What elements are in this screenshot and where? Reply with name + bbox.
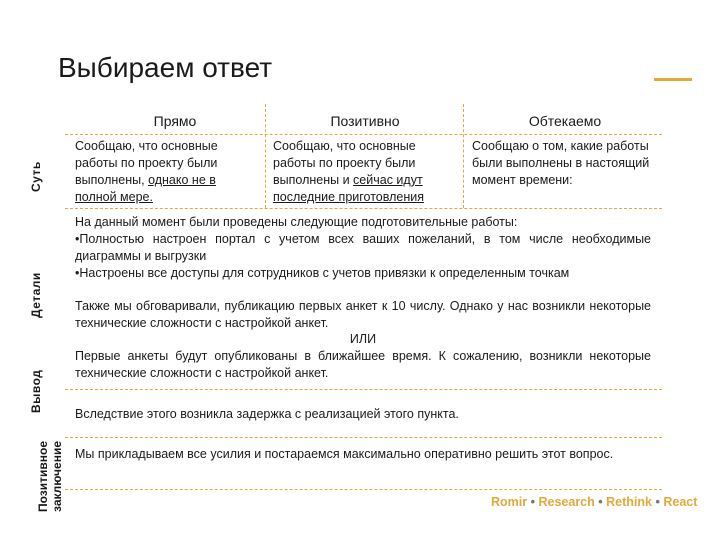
grid-line-conclusion xyxy=(65,437,662,438)
grid-vline-1 xyxy=(265,104,266,208)
footer-brand-romir: Romir xyxy=(491,495,528,509)
conclusion-para-1: Также мы обговаривали, публикацию первых анкет к 10 числу. Однако у нас возникли некоторые технические сложности с настройкой анкет. xyxy=(75,299,651,330)
grid-vline-2 xyxy=(463,104,464,208)
cell-sut-positive xyxy=(273,138,453,206)
row-label-sut: Суть xyxy=(29,161,43,192)
details-intro: На данный момент были проведены следующие подготовительные работы: xyxy=(75,215,518,229)
footer-brand-rethink: Rethink xyxy=(606,495,652,509)
row-label-vyvod: Вывод xyxy=(29,369,43,413)
cell-sut-direct xyxy=(75,138,255,206)
column-header-evasive: Обтекаемо xyxy=(528,113,602,129)
page-title: Выбираем ответ xyxy=(58,52,273,83)
footer-brand-research: Research xyxy=(538,495,595,509)
details-bullet-2: •Настроены все доступы для сотрудников с учетов привязки к определенным точкам xyxy=(75,266,570,280)
grid-line-sut xyxy=(65,208,662,209)
cell-sut-evasive: Сообщаю о том, какие работы были выполнены в настоящий момент времени: xyxy=(472,139,650,187)
positive-conclusion-text: Мы прикладываем все усилия и постараемся максимально оперативно решить этот вопрос. xyxy=(75,447,614,461)
conclusion-or: ИЛИ xyxy=(349,332,377,346)
row-label-conclusion-line1: Позитивное xyxy=(36,440,50,512)
grid-line-header xyxy=(65,134,662,135)
grid-line-bottom xyxy=(65,489,662,490)
row-label-positive-conclusion xyxy=(36,441,64,512)
column-header-positive: Позитивно xyxy=(330,113,400,129)
cell-sut-positive-underlined: сейчас идут последние приготовления xyxy=(273,173,425,204)
conclusion-para-2: Первые анкеты будут опубликованы в ближайшее время. К сожалению, возникли некоторые технические сложности с настройкой анкет. xyxy=(75,349,651,380)
cell-sut-direct-underlined: однако не в полной мере. xyxy=(75,173,216,204)
footer-separator: • xyxy=(530,495,535,509)
details-bullet-1: •Полностью настроен портал с учетом всех ваших пожеланий, в том числе необходимые диаграммы и выгрузки xyxy=(75,232,651,263)
conclusion-para-3: Вследствие этого возникла задержка с реализацией этого пункта. xyxy=(75,407,459,421)
title-accent-bar xyxy=(654,78,692,81)
cell-sut-positive-text: Сообщаю, что основные работы по проекту были выполнены и xyxy=(273,139,416,187)
grid-line-vyvod xyxy=(65,389,662,390)
footer-brand xyxy=(491,495,697,509)
footer-separator: • xyxy=(598,495,603,509)
footer-brand-react: React xyxy=(663,495,698,509)
cell-sut-direct-text: Сообщаю, что основные работы по проекту были выполнены, xyxy=(75,139,218,187)
column-header-direct: Прямо xyxy=(153,113,197,129)
footer-separator: • xyxy=(655,495,660,509)
row-label-detali: Детали xyxy=(29,272,43,318)
row-label-conclusion-line2: заключение xyxy=(50,440,64,512)
